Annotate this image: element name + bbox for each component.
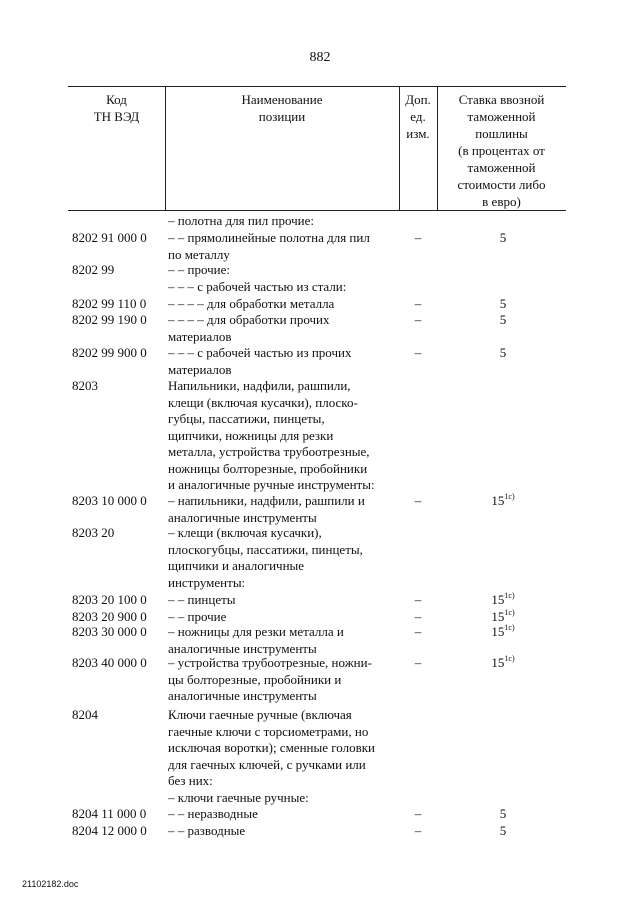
- row-unit: –: [414, 624, 422, 639]
- rate-value: 5: [499, 230, 507, 245]
- row-unit: –: [414, 823, 422, 838]
- row-rate: [440, 655, 566, 672]
- row-rate: [440, 345, 566, 362]
- row-name: – – пинцеты: [168, 592, 236, 607]
- rate-footnote: 1с): [504, 608, 515, 617]
- row-rate: [440, 806, 566, 823]
- row-name: – полотна для пил прочие:: [168, 213, 314, 228]
- row-name: – – неразводные: [168, 806, 258, 821]
- row-code: 8203 20 900 0: [72, 609, 147, 624]
- row-code: 8204 11 000 0: [72, 806, 147, 821]
- row-name: Ключи гаечные ручные (включая гаечные ключи с торсиометрами, но исключая воротки); сменные головки для гаечных ключей, с ручками или без них:: [168, 707, 375, 788]
- rate-value: 5: [499, 345, 507, 360]
- row-unit: –: [414, 655, 422, 670]
- row-unit: –: [414, 806, 422, 821]
- row-name: – – разводные: [168, 823, 246, 838]
- rate-footnote: 1с): [504, 623, 515, 632]
- row-name: – – – – для обработки металла: [168, 296, 335, 311]
- rate-value: 15: [491, 624, 505, 639]
- row-rate: [440, 592, 566, 609]
- row-unit: –: [414, 345, 422, 360]
- row-code: 8202 99 190 0: [72, 312, 147, 327]
- row-name: – – прочие: [168, 609, 227, 624]
- row-code: 8202 99 110 0: [72, 296, 147, 311]
- row-rate: [440, 624, 566, 641]
- row-code: 8203: [72, 378, 98, 393]
- rate-value: 5: [499, 312, 507, 327]
- rate-value: 15: [491, 609, 505, 624]
- row-rate: [440, 493, 566, 510]
- row-name: – устройства трубоотрезные, ножни- цы болторезные, пробойники и аналогичные инструменты: [168, 655, 372, 703]
- row-name: – – прямолинейные полотна для пил по металлу: [168, 230, 370, 262]
- row-code: 8203 20 100 0: [72, 592, 147, 607]
- row-name: – напильники, надфили, рашпили и аналогичные инструменты: [168, 493, 365, 525]
- table-header: [68, 86, 566, 209]
- row-code: 8203 20: [72, 525, 115, 540]
- row-name: – – – – для обработки прочих материалов: [168, 312, 330, 344]
- header-bottom-rule: [68, 210, 566, 211]
- row-rate: [440, 296, 566, 313]
- header-name: Наименование позиции: [241, 92, 323, 124]
- row-rate: [440, 823, 566, 840]
- row-code: 8203 40 000 0: [72, 655, 147, 670]
- row-code: 8202 99: [72, 262, 115, 277]
- row-unit: –: [414, 312, 422, 327]
- rate-footnote: 1с): [504, 654, 515, 663]
- row-name: – – – с рабочей частью из прочих материалов: [168, 345, 352, 377]
- footer-filename: 21102182.doc: [22, 879, 79, 889]
- rate-value: 5: [499, 296, 507, 311]
- row-code: 8203 30 000 0: [72, 624, 147, 639]
- row-code: 8202 99 900 0: [72, 345, 147, 360]
- rate-footnote: 1с): [504, 492, 515, 501]
- row-code: 8202 91 000 0: [72, 230, 147, 245]
- rate-value: 15: [491, 592, 505, 607]
- row-unit: –: [414, 592, 422, 607]
- rate-value: 5: [499, 806, 507, 821]
- page-number: 882: [309, 50, 331, 65]
- rate-value: 15: [491, 655, 505, 670]
- row-rate: [440, 312, 566, 329]
- row-name: – ключи гаечные ручные:: [168, 790, 309, 805]
- row-unit: –: [414, 609, 422, 624]
- row-unit: –: [414, 296, 422, 311]
- row-code: 8204: [72, 707, 98, 722]
- row-unit: –: [414, 493, 422, 508]
- row-rate: [440, 230, 566, 247]
- row-code: 8203 10 000 0: [72, 493, 147, 508]
- row-name: – ножницы для резки металла и аналогичные инструменты: [168, 624, 344, 656]
- row-code: 8204 12 000 0: [72, 823, 147, 838]
- row-name: – клещи (включая кусачки), плоскогубцы, пассатижи, пинцеты, щипчики и аналогичные инструменты:: [168, 525, 363, 590]
- row-unit: –: [414, 230, 422, 245]
- header-code: Код ТН ВЭД: [93, 92, 140, 124]
- rate-footnote: 1с): [504, 591, 515, 600]
- header-rate: Ставка ввозной таможенной пошлины (в процентах от таможенной стоимости либо в евро): [457, 92, 546, 209]
- row-name: – – – с рабочей частью из стали:: [168, 279, 347, 294]
- row-name: – – прочие:: [168, 262, 230, 277]
- rate-value: 15: [491, 493, 505, 508]
- row-name: Напильники, надфили, рашпили, клещи (включая кусачки), плоско- губцы, пассатижи, пинцеты, щипчики, ножницы для резки металла, устройства трубоотрезные, ножницы болторезные, пробойники и аналогичные ручные инструменты:: [168, 378, 375, 492]
- rate-value: 5: [499, 823, 507, 838]
- header-unit: Доп. ед. изм.: [405, 92, 431, 141]
